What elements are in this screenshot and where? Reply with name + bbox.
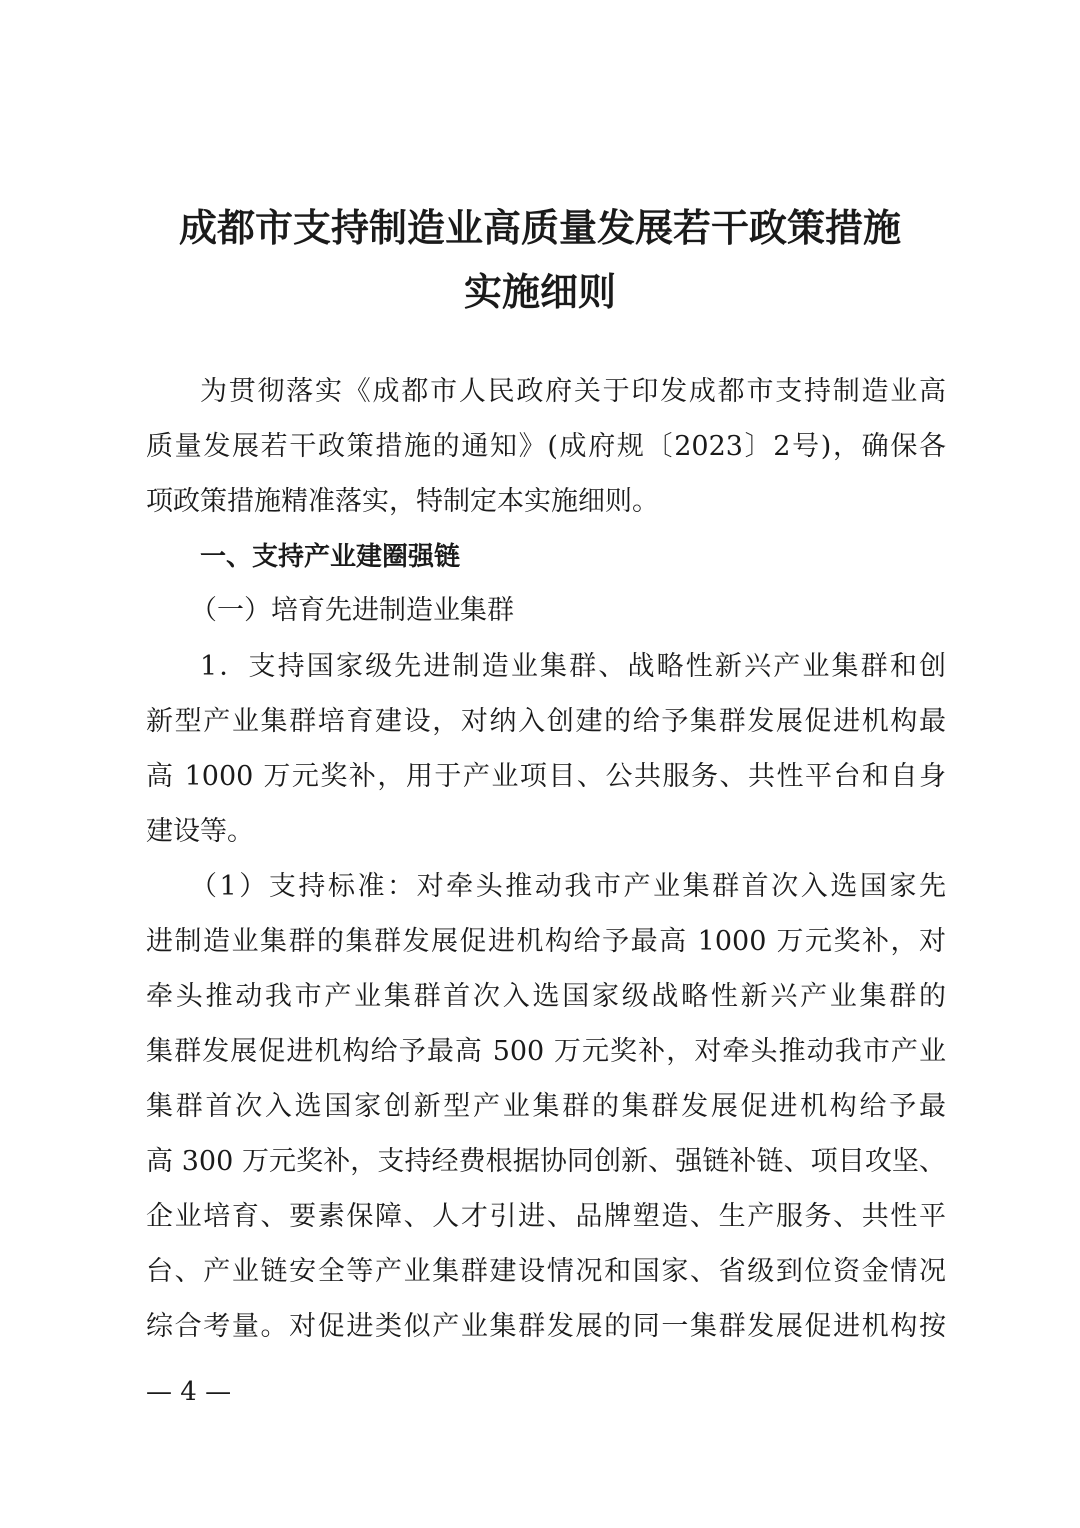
section-heading: 一、支持产业建圈强链 (200, 542, 461, 572)
item-line: 新型产业集群培育建设，对纳入创建的给予集群发展促进机构最 (146, 706, 946, 737)
intro-line: 质量发展若干政策措施的通知》(成府规〔2023〕2号)，确保各 (146, 431, 946, 462)
clause-line: 综合考量。对促进类似产业集群发展的同一集群发展促进机构按 (146, 1311, 946, 1342)
intro-line: 为贯彻落实《成都市人民政府关于印发成都市支持制造业高 (200, 376, 946, 407)
document-title-line-2: 实施细则 (463, 270, 616, 314)
clause-line: 企业培育、要素保障、人才引进、品牌塑造、生产服务、共性平 (146, 1201, 946, 1232)
clause-line: 进制造业集群的集群发展促进机构给予最高 1000 万元奖补，对 (146, 926, 946, 957)
clause-line: 集群首次入选国家创新型产业集群的集群发展促进机构给予最 (146, 1091, 946, 1122)
page-number: — 4 — (146, 1377, 232, 1407)
document-title-line-1: 成都市支持制造业高质量发展若干政策措施 (178, 206, 901, 250)
item-line: 建设等。 (146, 816, 254, 847)
subsection-heading: （一）培育先进制造业集群 (190, 595, 514, 626)
intro-line: 项政策措施精准落实，特制定本实施细则。 (146, 486, 659, 517)
item-line: 高 1000 万元奖补，用于产业项目、公共服务、共性平台和自身 (146, 761, 946, 792)
clause-line: 集群发展促进机构给予最高 500 万元奖补，对牵头推动我市产业 (146, 1036, 946, 1067)
clause-line: （1）支持标准：对牵头推动我市产业集群首次入选国家先 (190, 871, 946, 902)
clause-line: 牵头推动我市产业集群首次入选国家级战略性新兴产业集群的 (146, 981, 946, 1012)
clause-line: 高 300 万元奖补，支持经费根据协同创新、强链补链、项目攻坚、 (146, 1146, 946, 1177)
item-line: 1．支持国家级先进制造业集群、战略性新兴产业集群和创 (200, 651, 946, 682)
clause-line: 台、产业链安全等产业集群建设情况和国家、省级到位资金情况 (146, 1256, 946, 1287)
